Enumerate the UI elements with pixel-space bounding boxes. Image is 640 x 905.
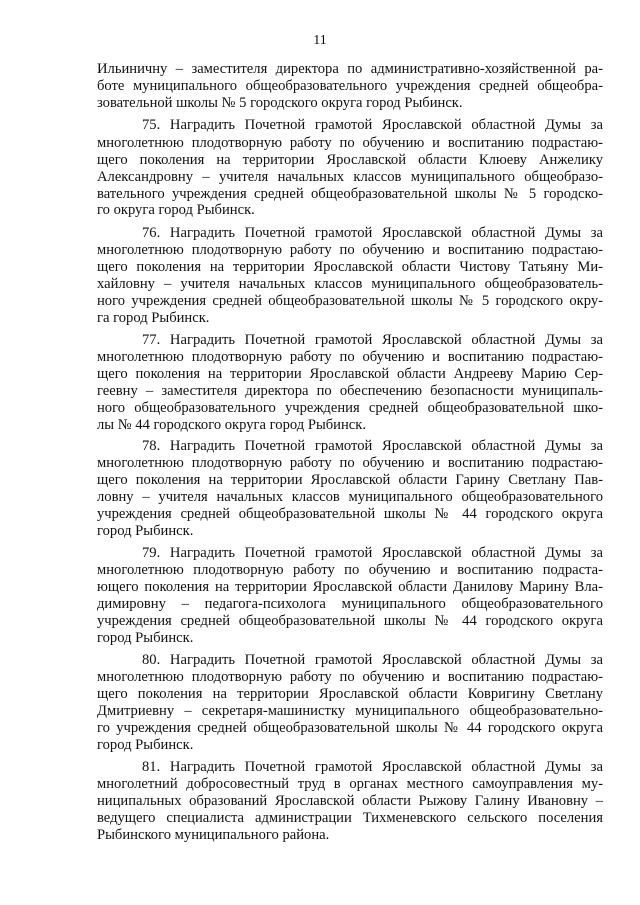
text-line: Рыбинского муниципального района. bbox=[97, 827, 330, 843]
text-line: щего поколения на территории Ярославской области Ковригину Светлану bbox=[97, 686, 603, 702]
text-line: димировну – педагога-психолога муниципального общеобразовательного bbox=[97, 596, 603, 612]
text-line: щего поколения на территории Ярославской области Андрееву Марию Сер- bbox=[97, 366, 603, 382]
text-line: 80. Наградить Почетной грамотой Ярославской областной Думы за bbox=[142, 652, 603, 668]
text-line: учреждения средней общеобразовательной школы № 44 городского округа bbox=[97, 613, 603, 629]
text-line: га город Рыбинск. bbox=[97, 310, 210, 326]
text-line: хайловну – учителя начальных классов муниципального общеобразователь- bbox=[97, 276, 603, 292]
text-line: многолетнюю плодотворную работу по обучению и воспитанию подраста- bbox=[97, 562, 603, 578]
text-line: город Рыбинск. bbox=[97, 523, 194, 539]
text-line: Дмитриевну – секретаря-машинистку муниципального общеобразовательно- bbox=[97, 703, 603, 719]
text-line: зовательной школы № 5 городского округа город Рыбинск. bbox=[97, 95, 463, 111]
text-line: 81. Наградить Почетной грамотой Ярославской областной Думы за bbox=[142, 759, 603, 775]
text-line: ведущего специалиста администрации Тихменевского сельского поселения bbox=[97, 810, 603, 826]
text-line: щего поколения на территории Ярославской области Клюеву Анжелику bbox=[97, 152, 603, 168]
text-line: многолетнюю плодотворную работу по обучению и воспитанию подрастаю- bbox=[97, 242, 603, 258]
text-line: ющего поколения на территории Ярославской области Данилову Марину Вла- bbox=[97, 579, 603, 595]
text-line: геевну – заместителя директора по обеспечению безопасности муниципаль- bbox=[97, 383, 603, 399]
text-line: 75. Наградить Почетной грамотой Ярославской областной Думы за bbox=[142, 117, 603, 133]
text-line: 78. Наградить Почетной грамотой Ярославской областной Думы за bbox=[142, 438, 603, 454]
text-line: 79. Наградить Почетной грамотой Ярославской областной Думы за bbox=[142, 545, 603, 561]
text-line: щего поколения на территории Ярославской области Гарину Светлану Пав- bbox=[97, 472, 603, 488]
text-line: вательного учреждения средней общеобразовательной школы № 5 городско- bbox=[97, 186, 603, 202]
text-line: город Рыбинск. bbox=[97, 630, 194, 646]
text-line: го округа город Рыбинск. bbox=[97, 202, 255, 218]
text-line: ного учреждения средней общеобразовательной школы № 5 городского окру- bbox=[97, 293, 603, 309]
text-line: учреждения средней общеобразовательной школы № 44 городского округа bbox=[97, 506, 603, 522]
text-line: лы № 44 городского округа город Рыбинск. bbox=[97, 417, 367, 433]
text-line: многолетнюю плодотворную работу по обучению и воспитанию подрастаю- bbox=[97, 135, 603, 151]
text-line: ловну – учителя начальных классов муниципального общеобразовательного bbox=[97, 489, 603, 505]
text-line: 77. Наградить Почетной грамотой Ярославской областной Думы за bbox=[142, 332, 603, 348]
text-line: щего поколения на территории Ярославской области Чистову Татьяну Ми- bbox=[97, 259, 603, 275]
text-line: 76. Наградить Почетной грамотой Ярославской областной Думы за bbox=[142, 225, 603, 241]
text-line: многолетнюю плодотворную работу по обучению и воспитанию подрастаю- bbox=[97, 455, 603, 471]
text-line: го учреждения средней общеобразовательной школы № 44 городского округа bbox=[97, 720, 603, 736]
text-line: многолетнюю плодотворную работу по обучению и воспитанию подрастаю- bbox=[97, 349, 603, 365]
text-line: ного общеобразовательного учреждения средней общеобразовательной шко- bbox=[97, 400, 603, 416]
text-line: многолетнюю плодотворную работу по обучению и воспитанию подрастаю- bbox=[97, 669, 603, 685]
text-line: ниципальных образований Ярославской области Рыжову Галину Ивановну – bbox=[97, 793, 603, 809]
text-line: боте муниципального общеобразовательного учреждения средней общеобра- bbox=[97, 78, 603, 94]
text-line: Александровну – учителя начальных классов муниципального общеобразо- bbox=[97, 169, 603, 185]
text-line: город Рыбинск. bbox=[97, 737, 194, 753]
text-line: многолетний добросовестный труд в органах местного самоуправления му- bbox=[97, 776, 603, 792]
page-number: 11 bbox=[313, 33, 327, 48]
text-line: Ильиничну – заместителя директора по административно-хозяйственной ра- bbox=[97, 61, 603, 77]
